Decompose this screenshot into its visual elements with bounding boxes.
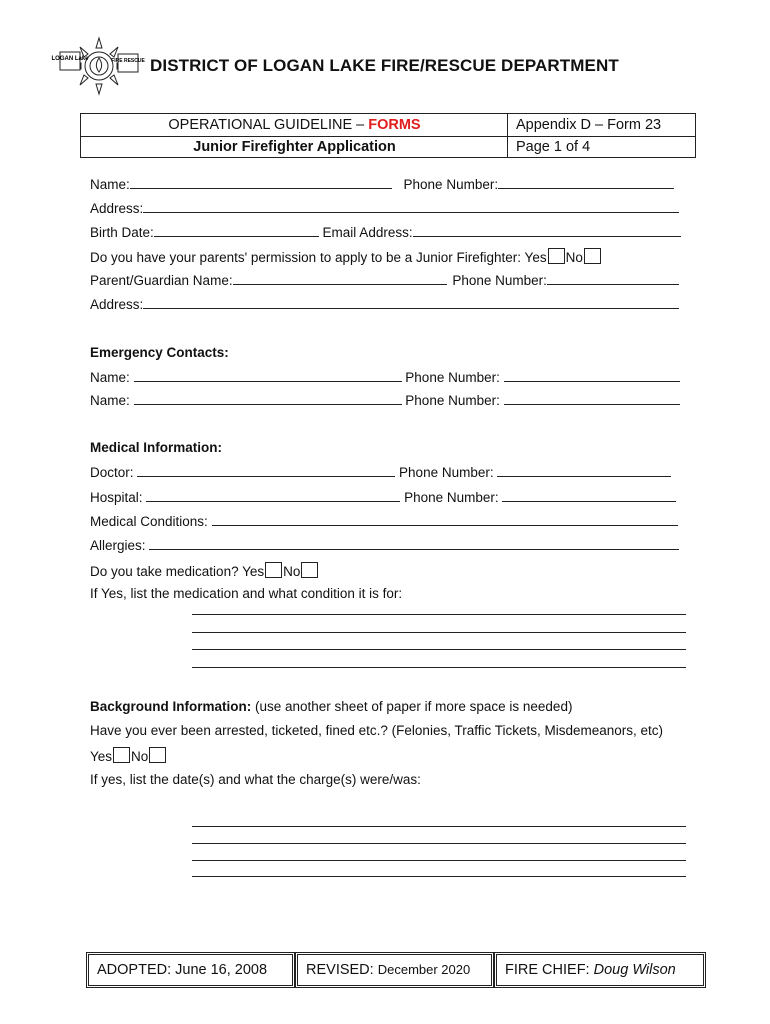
emergency-contact-row: Name: Phone Number: [90, 369, 680, 385]
guardian-phone-field[interactable] [547, 272, 679, 285]
emergency-phone-field[interactable] [504, 392, 680, 405]
doctor-row: Doctor: Phone Number: [90, 464, 671, 480]
background-note: (use another sheet of paper if more space is needed) [251, 699, 573, 714]
fire-chief-box: FIRE CHIEF: Doug Wilson [496, 954, 704, 986]
arrest-answer-row: Yes No [90, 747, 167, 764]
charges-line[interactable] [192, 843, 686, 844]
department-logo [51, 34, 145, 98]
medication-yes-checkbox[interactable] [265, 562, 282, 578]
applicant-name-row: Name: Phone Number: [90, 176, 674, 192]
birth-date-field[interactable] [154, 224, 319, 237]
medication-no-checkbox[interactable] [301, 562, 318, 578]
allergies-field[interactable] [149, 537, 679, 550]
revised-box: REVISED: December 2020 [297, 954, 492, 986]
page-number: Page 1 of 4 [516, 139, 591, 155]
form-name: Junior Firefighter Application [193, 139, 396, 155]
medication-row: Do you take medication? Yes No [90, 562, 319, 579]
permission-row: Do you have your parents' permission to apply to be a Junior Firefighter: Yes No [90, 248, 602, 265]
guideline-label: OPERATIONAL GUIDELINE – FORMS [168, 117, 421, 133]
header-table [80, 113, 696, 158]
emergency-name-field[interactable] [134, 392, 402, 405]
medication-line[interactable] [192, 632, 686, 633]
hospital-field[interactable] [146, 489, 400, 502]
arrest-yes-checkbox[interactable] [113, 747, 130, 763]
conditions-field[interactable] [212, 513, 678, 526]
guardian-name-field[interactable] [233, 272, 447, 285]
emergency-phone-field[interactable] [504, 369, 680, 382]
emergency-name-field[interactable] [134, 369, 402, 382]
forms-label: FORMS [368, 117, 421, 133]
birth-email-row: Birth Date: Email Address: [90, 224, 681, 240]
charges-line[interactable] [192, 876, 686, 877]
background-heading-row [90, 699, 572, 714]
allergies-row: Allergies: [90, 537, 679, 553]
medication-line[interactable] [192, 614, 686, 615]
permission-yes-checkbox[interactable] [548, 248, 565, 264]
doctor-field[interactable] [137, 464, 395, 477]
hospital-row: Hospital: Phone Number: [90, 489, 676, 505]
adopted-box: ADOPTED: June 16, 2008 [88, 954, 293, 986]
applicant-phone-field[interactable] [498, 176, 674, 189]
email-field[interactable] [413, 224, 681, 237]
logo-text-right: FIRE RESCUE [111, 58, 145, 64]
conditions-row: Medical Conditions: [90, 513, 678, 529]
medication-line[interactable] [192, 667, 686, 668]
applicant-name-field[interactable] [130, 176, 392, 189]
applicant-address-field[interactable] [143, 200, 679, 213]
arrest-question: Have you ever been arrested, ticketed, fined etc.? (Felonies, Traffic Tickets, Misdemeanors, etc) [90, 723, 664, 738]
emergency-heading: Emergency Contacts: [90, 345, 229, 360]
permission-no-checkbox[interactable] [584, 248, 601, 264]
footer-boxes [88, 954, 704, 986]
doctor-phone-field[interactable] [497, 464, 671, 477]
applicant-address-row: Address: [90, 200, 679, 216]
page-title: DISTRICT OF LOGAN LAKE FIRE/RESCUE DEPARTMENT [150, 56, 619, 75]
charges-list-label: If yes, list the date(s) and what the charge(s) were/was: [90, 772, 421, 787]
appendix-label: Appendix D – Form 23 [516, 117, 662, 133]
guardian-row: Parent/Guardian Name: Phone Number: [90, 272, 679, 288]
medication-list-label: If Yes, list the medication and what condition it is for: [90, 586, 403, 601]
logo-text-left: LOGAN Lake [51, 56, 89, 62]
medical-heading: Medical Information: [90, 440, 223, 455]
hospital-phone-field[interactable] [502, 489, 676, 502]
guardian-address-row: Address: [90, 296, 679, 312]
charges-line[interactable] [192, 826, 686, 827]
medication-line[interactable] [192, 649, 686, 650]
charges-line[interactable] [192, 860, 686, 861]
guardian-address-field[interactable] [143, 296, 679, 309]
arrest-no-checkbox[interactable] [149, 747, 166, 763]
emergency-contact-row: Name: Phone Number: [90, 392, 680, 408]
background-heading: Background Information: [90, 699, 252, 714]
